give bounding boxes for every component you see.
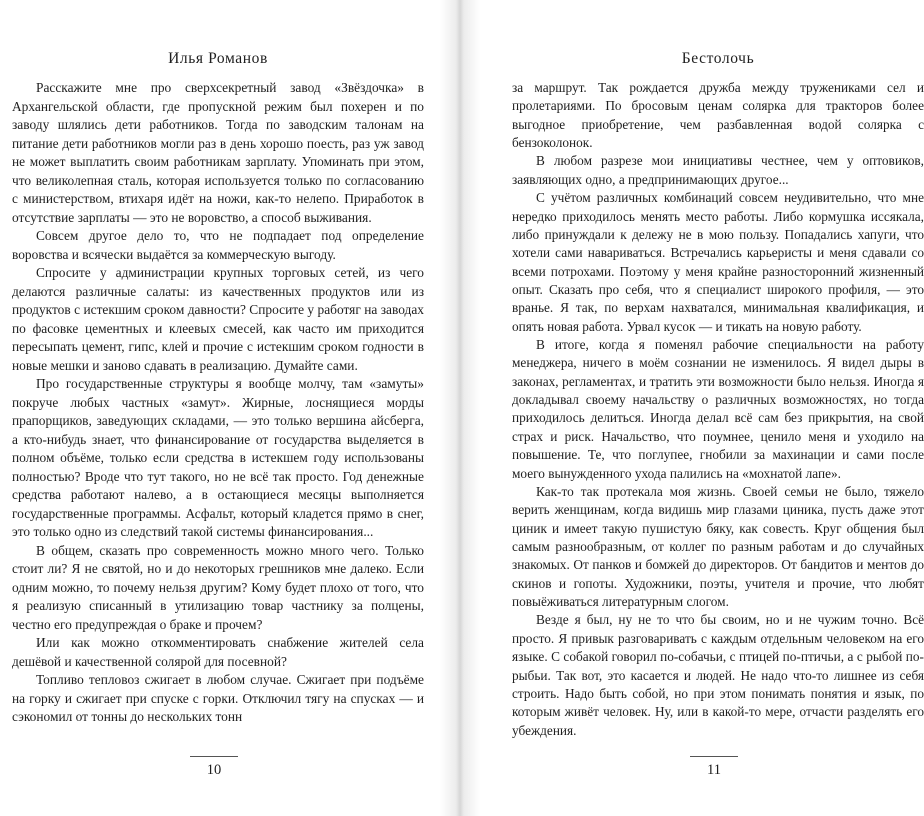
folio-rule	[190, 756, 238, 757]
paragraph: Везде я был, ну не то что бы своим, но и не чужим точно. Всё просто. Я привык разговаривать с каждым отдельным человеком на его языке. С собакой говорил по-собачьи, с птицей по-птичьи, а с рыбой по-рыбьи. Так вот, это касается и людей. Не надо что-то лишнее из себя строить. Надо быть собой, но при этом понимать понятия и язык, по которым живёт человек. Ну, или в какой-то мере, отчасти разделять его убеждения.	[512, 612, 924, 738]
paragraph: Или как можно откомментировать снабжение жителей села дешёвой и качественной солярой для посевной?	[12, 635, 424, 669]
paragraph: В любом разрезе мои инициативы честнее, чем у оптовиков, заявляющих одно, а предпринимающих другое...	[512, 153, 924, 187]
running-head-author: Илья Романов	[168, 50, 268, 67]
paragraph: Совсем другое дело то, что не подпадает под определение воровства и всячески выдаётся за коммерческую выгоду.	[12, 228, 424, 262]
paragraph: Спросите у администрации крупных торговых сетей, из чего делаются различные салаты: из качественных продуктов или из продуктов с истекшим сроком давности? Спросите у работяг на заводах по фасовке цементных и клеевых смесей, как часто им приходится пересыпать цемент, гипс, клей и прочие с истекшим сроком годности в новые мешки и заново сдавать в реализацию. Думайте сами.	[12, 265, 424, 373]
paragraph: С учётом различных комбинаций совсем неудивительно, что мне нередко приходилось менять место работы. Либо кормушка иссякала, либо принуждали к дележу не в мою пользу. Попадались хапуги, что хотели сами навариваться. Встречались карьеристы и меня сдавали со всеми потрохами. Поэтому у меня крайне разносторонний жизненный опыт. Сказать про себя, что я специалист широкого профиля, — это вранье. Я так, по верхам нахватался, минимальная квалификация, и опять новая работа. Урвал кусок — и тикать на новую работу.	[512, 190, 924, 334]
right-page-text	[512, 79, 924, 740]
book-gutter-shadow	[440, 0, 480, 816]
paragraph: В итоге, когда я поменял рабочие специальности на работу менеджера, ничего в моём сознании не изменилось. Я видел дыры в законах, регламентах, и тратить эти возможности было нельзя. Иногда я докладывал своему начальству о различных возможностях, но тогда приходилось делиться. Иногда делал всё сам без прикрытия, на свой страх и риск. Начальство, что поумнее, ценило меня и уходило на повышение. Те, что поглупее, гнобили за махинации и сами после моего вынужденного ухода палились на «мохнатой лапе».	[512, 337, 924, 481]
left-page-text	[12, 79, 424, 727]
paragraph: Как-то так протекала моя жизнь. Своей семьи не было, тяжело верить женщинам, когда видишь мир глазами циника, пусть даже этот циник и имеет такую пушистую бяку, как совесть. Круг общения был самым разнообразным, от коллег по разным работам и до случайных знакомых. От панков и бомжей до директоров. От бандитов и ментов до скинов и гопоты. Художники, поэты, учителя и прочие, что любят повыёживаться литературным слогом.	[512, 483, 924, 610]
page-number: 11	[707, 762, 721, 778]
folio-rule	[690, 756, 738, 757]
page-number: 10	[206, 762, 222, 778]
paragraph: Топливо тепловоз сжигает в любом случае. Сжигает при подъёме на горку и сжигает при спуске с горки. Отключил тягу на спусках — и сэкономил от тонны до нескольких тонн	[12, 672, 424, 724]
paragraph: В общем, сказать про современность можно много чего. Только стоит ли? Я не святой, но и до некоторых грешников мне далеко. Если одним можно, то почему нельзя другим? Кому будет плохо от того, что я реализую списанный в утилизацию товар частнику за полцены, честно его предупреждая о браке и прочем?	[12, 542, 424, 632]
right-page	[460, 0, 924, 816]
running-head-title: Бестолочь	[681, 50, 755, 67]
paragraph: Про государственные структуры я вообще молчу, там «замуты» покруче любых частных «замут». Жирные, лоснящиеся морды прапорщиков, заведующих складами, — это только вершина айсберга, а кто-нибудь знает, что финансирование от государства выделяется в полном объёме, только если средства в истекшем году использованы полностью? Вроде что тут такого, но не всё так просто. Год денежные средства работают налево, а в остающиеся месяцы выполняется государственные программы. Асфальт, который кладется прямо в снег, это только одно из следствий такой системы финансирования...	[12, 376, 424, 539]
left-page	[0, 0, 456, 816]
paragraph: Расскажите мне про сверхсекретный завод «Звёздочка» в Архангельской области, где пропускной режим был похерен и по заводу шлялись дети работников. Тогда по заводским талонам на питание дети работников могли раз в день хорошо поесть, раз уж завод не может выплатить своим работникам зарплату. Упоминать при этом, что великолепная сталь, которая используется только по согласованию с министерством, втихаря идёт на ножи, как-то нелепо. Приработок в отсутствие зарплаты — это не воровство, а способ выживания.	[12, 80, 424, 225]
continued-paragraph: за маршрут. Так рождается дружба между тружениками сел и пролетариями. По бросовым ценам солярка для тракторов более выгодное приобретение, чем разбавленная водой солярка с бензоколонок.	[512, 80, 924, 151]
